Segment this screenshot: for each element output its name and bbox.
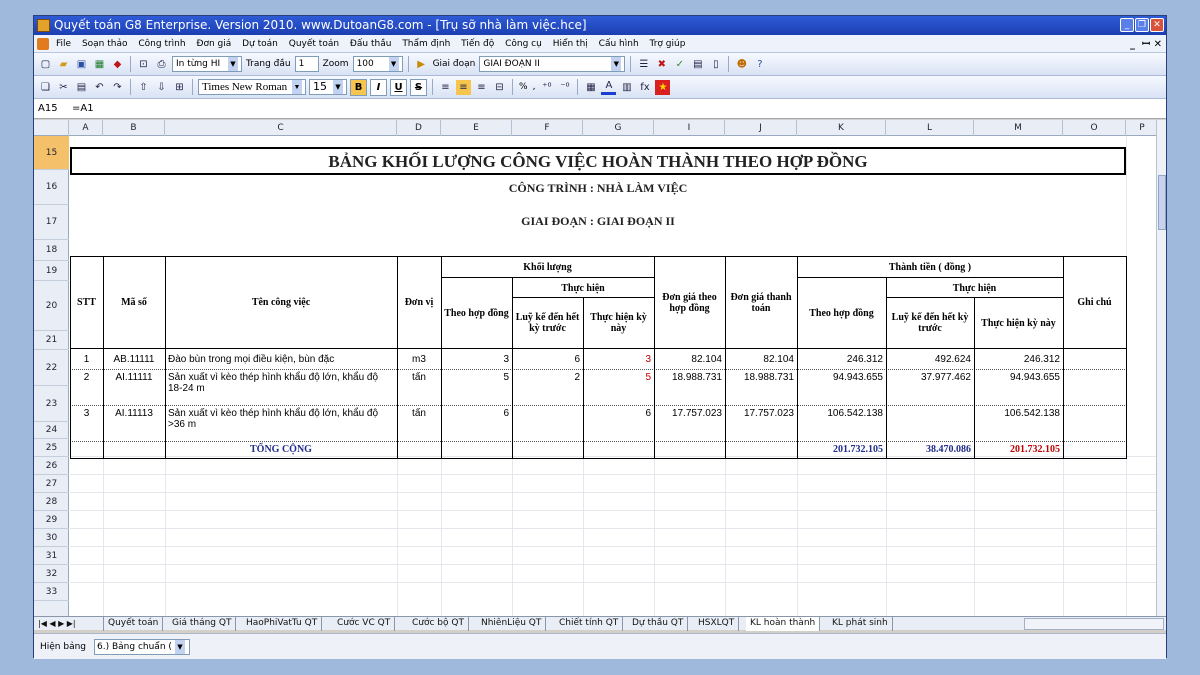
app-icon [37,19,50,32]
align-left-icon[interactable]: ≡ [441,81,450,93]
cell-contract-price[interactable]: 18.988.731 [671,372,722,383]
insert-row-icon[interactable]: ⊞ [175,81,184,93]
tab-kl-phat-sinh[interactable]: KL phát sinh [828,617,893,631]
tab-haophivattu-qt[interactable]: HaoPhiVatTu QT [242,617,322,631]
spreadsheet-grid[interactable] [34,120,1158,616]
row-header[interactable]: 31 [34,547,69,565]
cell-volume-cumulative[interactable]: 2 [574,372,580,383]
menu-bar [34,35,1166,53]
header-name[interactable]: Tên công việc [251,297,311,308]
cell-name[interactable]: Đào bùn trong mọi điều kiện, bùn đặc [168,354,335,365]
user-icon[interactable]: ☻ [736,58,748,70]
header-unit[interactable]: Đơn vị [404,297,434,308]
menu-app-icon[interactable] [37,38,49,50]
header-volume-this-period[interactable]: Thực hiện kỳ này [590,312,647,334]
print-icon[interactable]: ⎙ [157,58,166,70]
column-header[interactable]: A [69,120,103,136]
phase-name[interactable]: GIAI ĐOẠN : GIAI ĐOẠN II [521,213,675,228]
column-header[interactable]: P [1139,123,1145,133]
header-payment-price[interactable]: Đơn giá thanh toán [730,291,792,314]
header-stt[interactable]: STT [77,297,96,308]
cell-payment-price[interactable]: 82.104 [763,354,794,365]
decrease-decimal-icon[interactable]: ⁻⁰ [560,81,570,93]
cell-reference[interactable]: A15 [38,103,58,114]
table-standard-select[interactable]: 6.) Bảng chuẩn ( ▼ [94,639,190,655]
menu-progress[interactable]: Tiến độ [461,39,495,49]
column-header[interactable]: C [165,120,397,136]
close-button[interactable]: ✕ [1150,18,1164,32]
calculator-icon[interactable]: ▤ [693,58,703,70]
menu-config[interactable]: Cấu hình [598,39,639,49]
help-icon[interactable]: ? [757,58,763,70]
cell-volume-cumulative[interactable] [512,405,583,441]
align-right-icon[interactable]: ≡ [477,81,486,93]
increase-decimal-icon[interactable]: ⁺⁰ [542,81,552,93]
cell-amount-this-period[interactable]: 106.542.138 [1004,408,1060,419]
row-header[interactable]: 20 [34,281,69,331]
chevron-down-icon: ▼ [333,80,343,94]
undo-icon[interactable]: ↶ [95,81,104,93]
mdi-window-controls[interactable]: _ ꟷ ✕ [1130,39,1162,50]
cell-stt[interactable]: 3 [83,408,90,419]
cell-volume-contract[interactable]: 5 [503,372,509,383]
delete-icon[interactable]: ✖ [657,58,667,70]
header-contract-price[interactable]: Đơn giá theo hợp đồng [662,291,717,314]
pdf-icon[interactable]: ◆ [113,58,122,70]
total-label[interactable]: TỔNG CỘNG [250,444,312,455]
tab-nhienlieu-qt[interactable]: NhiênLiệu QT [477,617,546,631]
cell-amount-cumulative[interactable] [886,405,974,441]
sheet-tab-bar [34,616,1166,630]
project-name[interactable]: CÔNG TRÌNH : NHÀ LÀM VIỆC [508,180,688,195]
row-header[interactable]: 30 [34,529,69,547]
restore-button[interactable]: ❐ [1135,18,1149,32]
tab-gia-thang-qt[interactable]: Giá tháng QT [168,617,236,631]
formula-input[interactable]: =A1 [72,103,94,114]
layout-icon[interactable]: ☰ [639,58,649,70]
cell-stt[interactable]: 1 [83,354,90,365]
row-header[interactable]: 32 [34,565,69,583]
chevron-down-icon: ▼ [175,640,185,654]
column-header[interactable]: B [103,120,165,136]
total-amount-cumulative[interactable]: 38.470.086 [926,444,971,455]
row-header[interactable]: 28 [34,493,69,511]
total-amount-contract[interactable]: 201.732.105 [833,444,883,455]
header-amount-contract[interactable]: Theo hợp đồng [809,307,874,319]
column-header[interactable]: E [441,120,512,136]
comma-button[interactable]: , [532,82,536,92]
header-amount[interactable]: Thành tiền ( đồng ) [888,262,972,273]
menu-file[interactable]: File [56,39,72,49]
cell-volume-this-period[interactable]: 3 [645,354,651,365]
cell-contract-price[interactable]: 17.757.023 [671,408,722,419]
horizontal-scrollbar[interactable] [1024,618,1164,630]
row-header[interactable]: 29 [34,511,69,529]
percent-button[interactable]: % [519,82,528,92]
header-amount-executed[interactable]: Thực hiện [952,282,997,294]
cell-amount-cumulative[interactable]: 492.624 [934,354,971,365]
arrow-down-icon[interactable]: ⇩ [157,81,166,93]
cell-contract-price[interactable]: 82.104 [691,354,722,365]
cell-unit[interactable]: tấn [412,372,426,383]
bold-button[interactable]: B [350,79,367,96]
row-header[interactable]: 25 [34,439,69,457]
chevron-down-icon: ▼ [389,57,399,71]
cell-name[interactable]: Sản xuất vì kèo thép hình khẩu độ lớn, khẩu độ 18-24 m [168,372,379,394]
scroll-thumb[interactable] [1158,175,1166,230]
menu-tools[interactable]: Công cụ [505,39,542,49]
column-header[interactable]: K [797,120,886,136]
tab-du-thau-qt[interactable]: Dự thầu QT [628,617,688,631]
row-headers [34,136,69,616]
row-header[interactable]: 18 [34,240,69,261]
row-header[interactable]: 17 [34,205,69,240]
row-header[interactable]: 19 [34,261,69,281]
font-color-icon[interactable]: A [601,80,616,95]
status-bar [34,633,1166,659]
menu-project[interactable]: Công trình [138,39,186,49]
zoom-label: Zoom [322,59,349,69]
tab-cuoc-bo-qt[interactable]: Cước bộ QT [408,617,469,631]
header-volume-executed[interactable]: Thực hiện [561,282,605,294]
cell-amount-contract[interactable]: 106.542.138 [827,408,883,419]
cell-amount-this-period[interactable]: 246.312 [1023,354,1060,365]
cell-amount-this-period[interactable]: 94.943.655 [1009,372,1060,383]
cell-volume-this-period[interactable]: 6 [645,408,651,419]
row-header[interactable]: 27 [34,475,69,493]
phase-icon: ▶ [417,58,425,70]
function-icon[interactable]: fx [640,81,650,93]
toolbar-standard [34,53,1166,76]
cell-payment-price[interactable]: 17.757.023 [743,408,794,419]
cell-amount-contract[interactable]: 246.312 [846,354,883,365]
zoom-select[interactable]: 100 ▼ [353,56,403,72]
italic-button[interactable]: I [370,79,387,96]
menu-bidding[interactable]: Đấu thầu [349,39,392,49]
menu-unit-price[interactable]: Đơn giá [196,39,232,49]
cell-code[interactable]: AB.11111 [113,354,155,365]
row-header[interactable]: 15 [34,136,69,170]
font-size-select[interactable]: 15 ▼ [309,79,347,95]
merge-cells-icon[interactable]: ⊟ [495,81,504,93]
column-headers [34,120,1158,136]
header-code[interactable]: Mã số [121,297,147,308]
new-file-icon[interactable]: ▢ [40,58,51,70]
column-header[interactable]: I [654,120,725,136]
menu-view[interactable]: Hiển thị [552,39,588,49]
row-header[interactable]: 24 [34,422,69,439]
cell-name[interactable]: Sản xuất vì kèo thép hình khẩu độ lớn, khẩu độ >36 m [168,408,379,430]
tab-kl-hoan-thanh[interactable]: KL hoàn thành [746,617,820,631]
column-header[interactable]: L [886,120,974,136]
row-header[interactable]: 23 [34,386,69,422]
header-volume[interactable]: Khối lượng [523,262,572,273]
font-select[interactable]: Times New Roman ▼ [198,79,306,95]
column-header[interactable]: J [725,120,797,136]
arrow-up-icon[interactable]: ⇧ [139,81,148,93]
report-title[interactable]: BẢNG KHỐI LƯỢNG CÔNG VIỆC HOÀN THÀNH THEO HỢP ĐỒNG [70,147,1126,175]
document-icon[interactable]: ▯ [713,58,719,70]
title-bar [34,16,1166,35]
menu-appraisal[interactable]: Thẩm định [402,39,451,49]
cell-volume-contract[interactable]: 6 [503,408,509,419]
row-header[interactable]: 21 [34,331,69,350]
paste-icon[interactable]: ▤ [76,81,87,93]
vietnam-flag-icon[interactable]: ★ [655,80,670,95]
column-header[interactable]: M [974,120,1063,136]
column-header[interactable]: G [583,120,654,136]
chevron-down-icon: ▼ [292,80,302,94]
cell-volume-cumulative[interactable]: 6 [574,354,580,365]
tab-navigation[interactable]: |◀ ◀ ▶ ▶| [34,617,104,631]
strike-button[interactable]: S [410,79,427,96]
cell-amount-cumulative[interactable]: 37.977.462 [920,372,971,383]
row-header[interactable]: 33 [34,583,69,601]
minimize-button[interactable]: _ [1120,18,1134,32]
app-window [33,15,1167,658]
menu-estimate[interactable]: Dự toán [242,39,278,49]
row-header[interactable]: 26 [34,457,69,475]
header-amount-cumulative[interactable]: Luỹ kế đến hết kỳ trước [891,312,969,334]
menu-settlement[interactable]: Quyết toán [288,39,340,49]
column-header[interactable]: O [1063,120,1126,136]
tab-cuoc-vc-qt[interactable]: Cước VC QT [333,617,395,631]
cell-code[interactable]: AI.11111 [115,372,153,383]
cell-volume-this-period[interactable]: 5 [645,372,651,383]
redo-icon[interactable]: ↷ [113,81,122,93]
column-header[interactable]: D [397,120,441,136]
phase-label: Giai đoạn [432,59,476,69]
row-header[interactable]: 22 [34,350,69,386]
excel-icon[interactable]: ▦ [94,58,105,70]
status-label: Hiện bảng [40,641,87,652]
start-page-input[interactable]: 1 [295,56,319,72]
start-page-label: Trang đầu [246,59,291,69]
row-header[interactable]: 16 [34,170,69,205]
vertical-scrollbar[interactable] [1156,120,1166,616]
cell-volume-contract[interactable]: 3 [503,354,509,365]
underline-button[interactable]: U [390,79,407,96]
align-center-icon[interactable]: ≡ [456,80,471,95]
tab-chiet-tinh-qt[interactable]: Chiết tính QT [555,617,623,631]
menu-edit[interactable]: Soạn thảo [81,39,128,49]
chart-icon[interactable]: ▥ [622,81,632,93]
formula-bar [34,99,1166,119]
chevron-down-icon: ▼ [228,57,238,71]
header-volume-cumulative[interactable]: Luỹ kế đến hết kỳ trước [515,312,580,334]
check-icon[interactable]: ✓ [675,58,685,70]
column-header[interactable]: F [512,120,583,136]
phase-select[interactable]: GIAI ĐOẠN II ▼ [479,56,625,72]
select-all-corner[interactable] [34,120,69,136]
cell-code[interactable]: AI.11113 [115,408,153,419]
cell-unit[interactable]: tấn [412,408,426,419]
total-amount-this-period[interactable]: 201.732.105 [1010,444,1060,455]
header-volume-contract[interactable]: Theo hợp đồng [444,307,509,319]
save-icon[interactable]: ▣ [76,58,87,70]
tab-quyet-toan[interactable]: Quyết toán [104,617,163,631]
window-title: Quyết toán G8 Enterprise. Version 2010. www.DutoanG8.com - [Trụ sỡ nhà làm việc.hce] [54,18,587,32]
copy-icon[interactable]: ❏ [41,81,50,93]
print-mode-select[interactable]: In từng HI ▼ [172,56,242,72]
cell-payment-price[interactable]: 18.988.731 [743,372,794,383]
header-note[interactable]: Ghi chú [1077,297,1112,308]
open-folder-icon[interactable]: ▰ [59,58,68,70]
cut-icon[interactable]: ✂ [59,81,68,93]
menu-help[interactable]: Trợ giúp [649,39,686,49]
borders-icon[interactable]: ▦ [586,81,596,93]
cell-stt[interactable]: 2 [83,372,90,383]
print-preview-icon[interactable]: ⊡ [139,58,148,70]
chevron-down-icon: ▼ [611,57,621,71]
toolbar-format [34,76,1166,99]
cell-unit[interactable]: m3 [412,354,426,365]
tab-hsxlqt[interactable]: HSXLQT [694,617,739,631]
cell-amount-contract[interactable]: 94.943.655 [832,372,883,383]
header-amount-this-period[interactable]: Thực hiện kỳ này [981,317,1056,329]
